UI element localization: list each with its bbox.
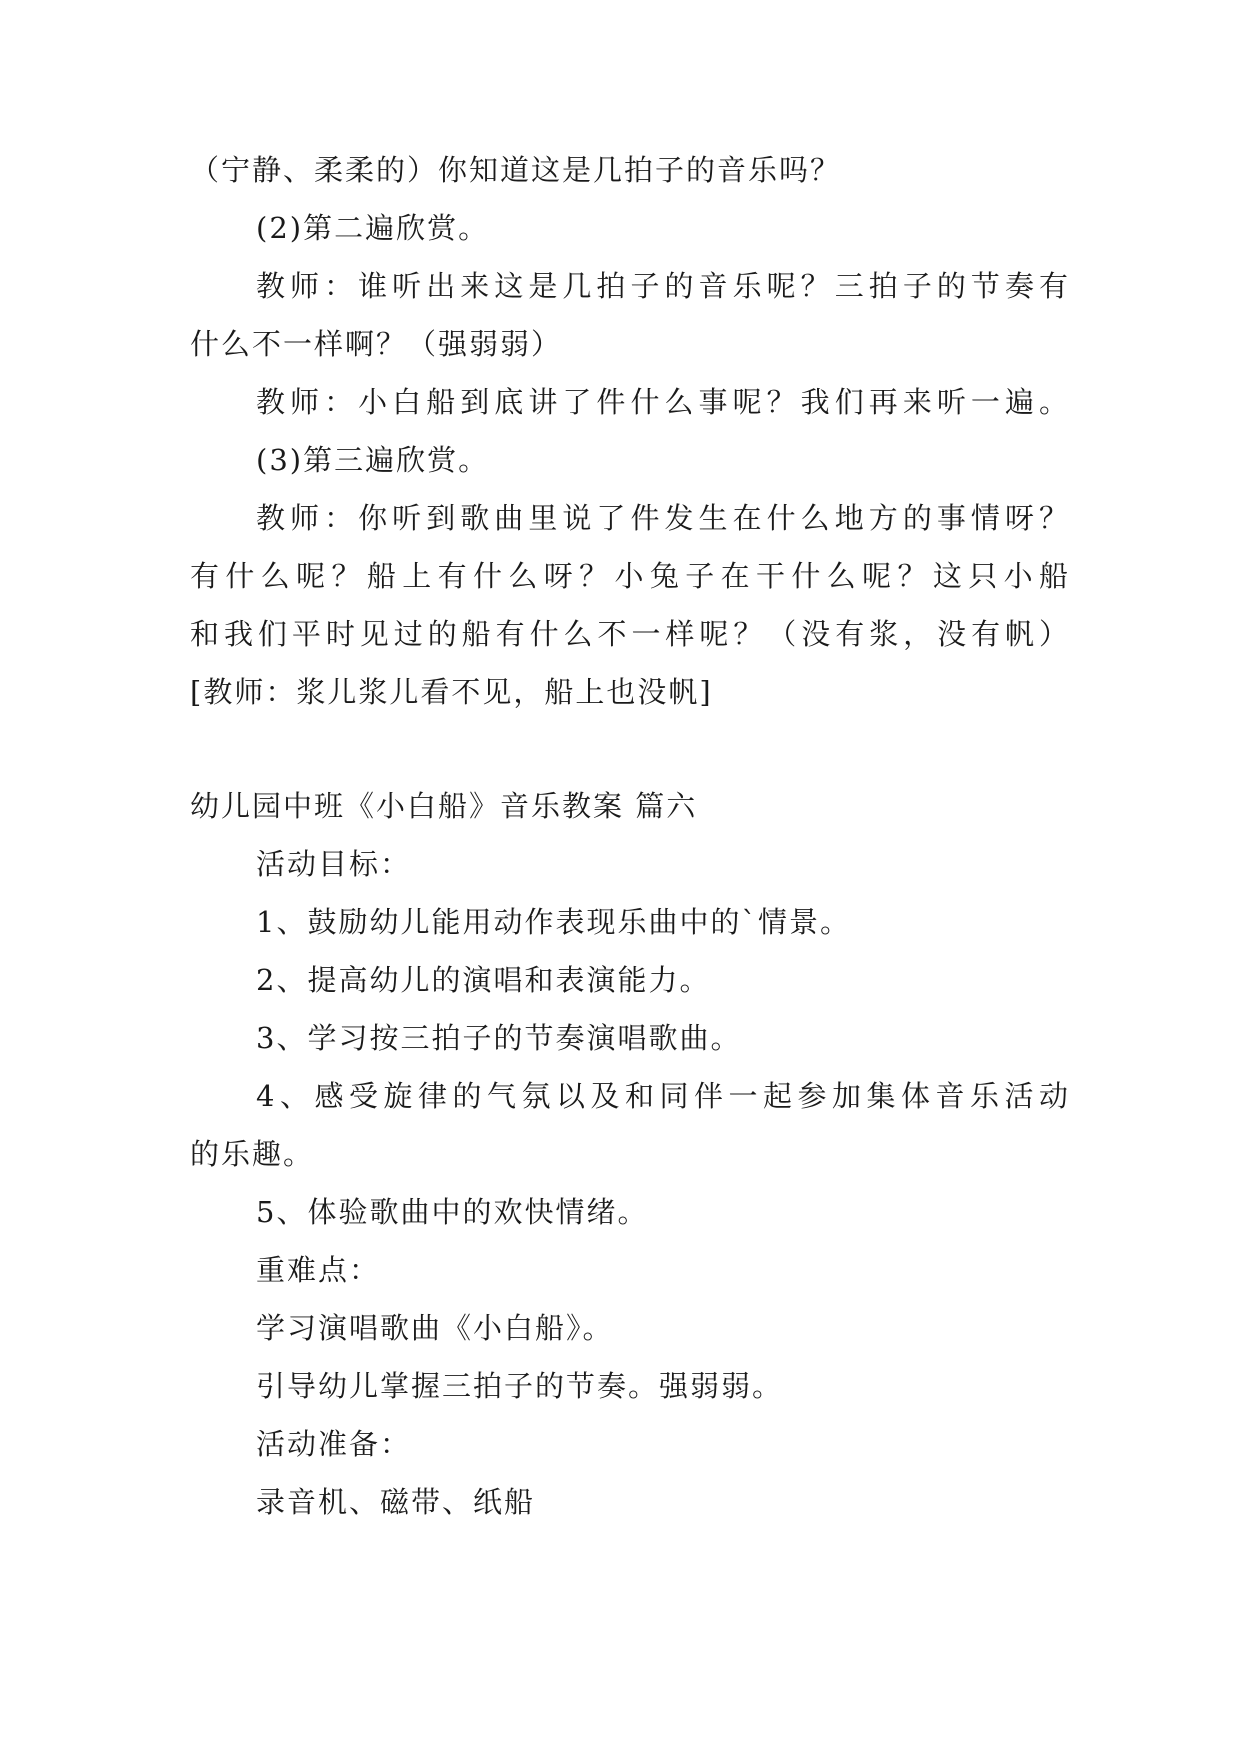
text-line: 录音机、磁带、纸船	[256, 1485, 536, 1519]
list-item: 1、鼓励幼儿能用动作表现乐曲中的`情景。	[256, 905, 851, 939]
text-line: 引导幼儿掌握三拍子的节奏。强弱弱。	[256, 1369, 784, 1403]
list-item: 4、感受旋律的气氛以及和同伴一起参加集体音乐活动	[256, 1079, 1070, 1113]
text-line: 活动目标：	[256, 847, 412, 881]
text-line: 教师：你听到歌曲里说了件发生在什么地方的事情呀？	[256, 501, 1070, 535]
text-line: 教师：谁听出来这是几拍子的音乐呢？三拍子的节奏有	[256, 269, 1070, 303]
text-line: (3)第三遍欣赏。	[256, 443, 490, 477]
text-line: （宁静、柔柔的）你知道这是几拍子的音乐吗？	[190, 153, 842, 187]
text-line: [教师：浆儿浆儿看不见，船上也没帆]	[190, 675, 713, 709]
list-item: 3、学习按三拍子的节奏演唱歌曲。	[256, 1021, 742, 1055]
list-item: 2、提高幼儿的演唱和表演能力。	[256, 963, 711, 997]
text-line: 活动准备：	[256, 1427, 412, 1461]
text-line: 教师：小白船到底讲了件什么事呢？我们再来听一遍。	[256, 385, 1070, 419]
section-heading: 幼儿园中班《小白船》音乐教案 篇六	[190, 789, 698, 823]
text-line: 的乐趣。	[190, 1137, 315, 1171]
text-line: 什么不一样啊？（强弱弱）	[190, 327, 563, 361]
text-line: 学习演唱歌曲《小白船》。	[256, 1311, 614, 1345]
list-item: 5、体验歌曲中的欢快情绪。	[256, 1195, 649, 1229]
text-line: 有什么呢？船上有什么呀？小兔子在干什么呢？这只小船	[190, 559, 1070, 593]
text-line: 和我们平时见过的船有什么不一样呢？（没有浆，没有帆）	[190, 617, 1070, 651]
text-line: 重难点：	[256, 1253, 381, 1287]
text-line: (2)第二遍欣赏。	[256, 211, 490, 245]
